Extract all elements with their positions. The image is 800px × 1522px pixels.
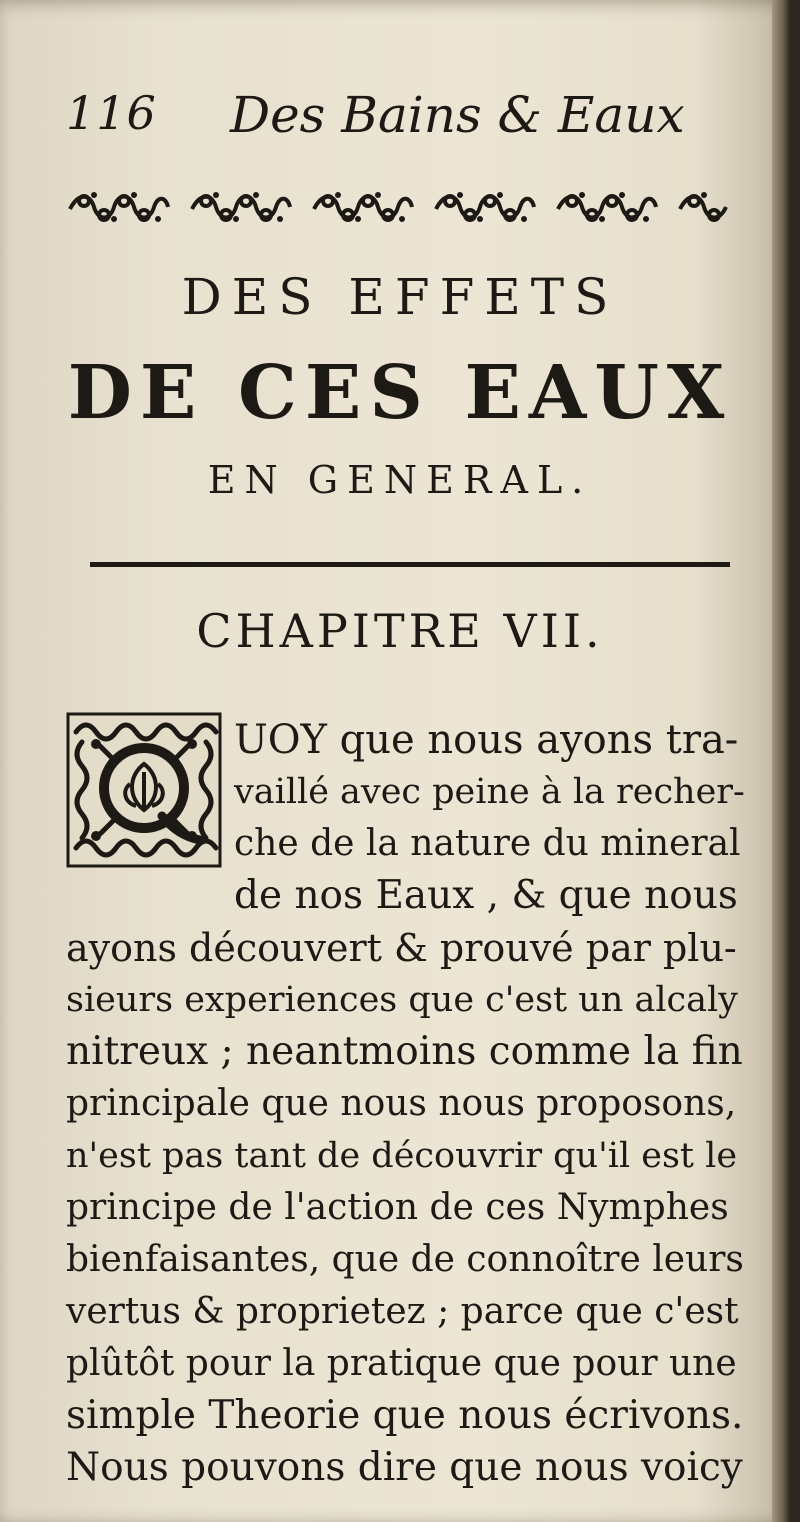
body-line: simple Theorie que nous écrivons. [66, 1393, 744, 1438]
body-line: principale que nous nous proposons, [66, 1083, 737, 1124]
body-line: Nous pouvons dire que nous voicy [66, 1445, 743, 1490]
body-line: n'est pas tant de découvrir qu'il est le [66, 1136, 738, 1176]
fleuron-ornament-icon [310, 187, 416, 227]
book-gutter [772, 0, 790, 1522]
body-line: vaillé avec peine à la recher- [234, 772, 745, 812]
body-line: de nos Eaux , & que nous [234, 873, 738, 918]
decorated-initial-q [66, 712, 222, 868]
fleuron-ornament-icon [188, 187, 294, 227]
chapter-heading: CHAPITRE VII. [196, 604, 604, 658]
ornamental-headpiece [66, 184, 730, 230]
body-line: principe de l'action de ces Nymphes [66, 1187, 729, 1228]
body-line: nitreux ; neantmoins comme la fin [66, 1029, 743, 1074]
body-line: plûtôt pour la pratique que pour une [66, 1343, 737, 1384]
fleuron-ornament-icon [676, 187, 730, 227]
body-line: ayons découvert & prouvé par plu- [66, 926, 737, 970]
running-head-title: Des Bains & Eaux [230, 86, 685, 144]
body-line: vertus & proprietez ; parce que c'est [66, 1291, 739, 1332]
fleuron-ornament-icon [554, 187, 660, 227]
horizontal-rule [90, 562, 730, 567]
fleuron-ornament-icon [432, 187, 538, 227]
title-line-3: EN GENERAL. [207, 458, 593, 502]
running-head [66, 86, 706, 156]
page-number: 116 [66, 86, 157, 140]
body-line: UOY que nous ayons tra- [234, 717, 739, 763]
body-line: bienfaisantes, que de connoître leurs [66, 1239, 744, 1280]
body-line: che de la nature du mineral [234, 823, 741, 864]
title-line-1: DES EFFETS [181, 268, 619, 326]
fleuron-ornament-icon [66, 187, 172, 227]
body-line: sieurs experiences que c'est un alcaly [66, 980, 738, 1020]
title-line-2: DE CES EAUX [67, 350, 733, 436]
